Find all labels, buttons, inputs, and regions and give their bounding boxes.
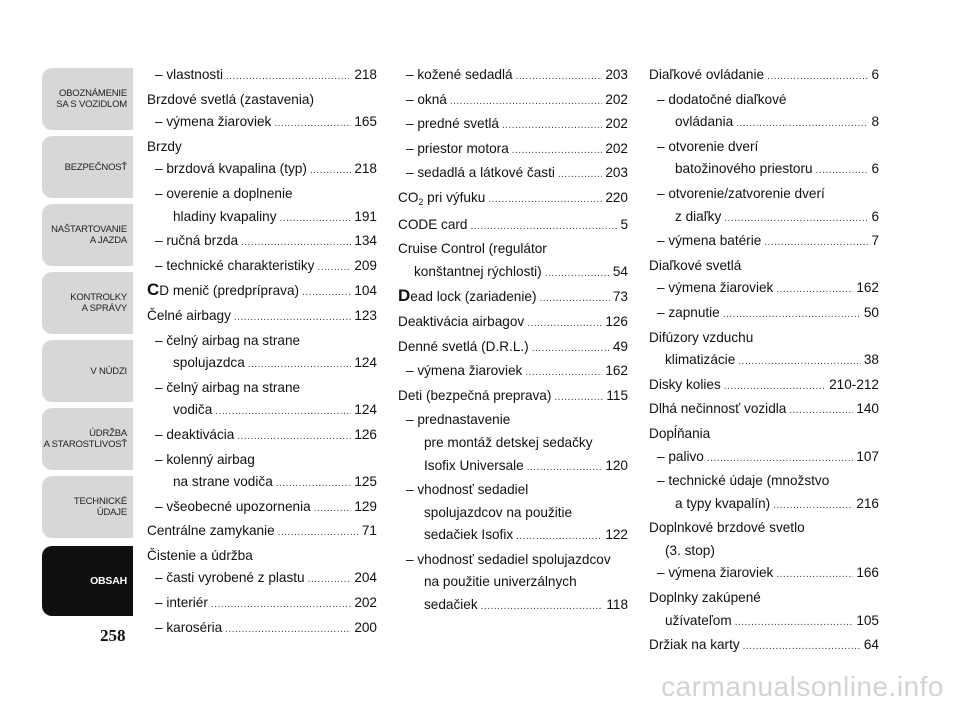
index-entry: – okná ..... 202 [398, 89, 628, 114]
index-entry-line: na použitie univerzálnych [424, 574, 577, 590]
index-column-2 [398, 64, 628, 619]
index-entry: – priestor motora ..... 202 [398, 138, 628, 163]
index-heading: Čistenie a údržba [147, 547, 253, 563]
tab-label: KONTROLKY A SPRÁVY [70, 292, 127, 314]
tab-label: OBOZNÁMENIE SA S VOZIDLOM [56, 88, 127, 110]
index-entry-line: – čelný airbag na strane [155, 379, 301, 395]
index-entry: – všeobecné upozornenia ..... 129 [147, 496, 377, 521]
index-entry: Centrálne zamykanie ..... 71 [147, 520, 377, 545]
letter-initial: D [398, 286, 411, 306]
index-entry-line: – otvorenie dverí [657, 138, 759, 154]
tab-label: TECHNICKÉ ÚDAJE [73, 496, 127, 518]
index-entry-line: – vhodnosť sedadiel [406, 482, 529, 498]
index-entry: CODE card ..... 5 [398, 214, 628, 239]
index-heading: Diaľkové svetlá [649, 257, 742, 273]
index-entry: Denné svetlá (D.R.L.) ..... 49 [398, 336, 628, 361]
tab-nastartovanie[interactable] [42, 204, 133, 266]
index-entry: CD menič (predpríprava) ..... 104 [147, 279, 377, 305]
index-entry: – výmena žiaroviek ..... 166 [649, 562, 879, 587]
index-entry: sedačiek Isofix ..... 122 [398, 524, 628, 549]
index-entry: – výmena žiaroviek ..... 162 [649, 277, 879, 302]
index-heading: Doplnky zakúpené [649, 590, 761, 606]
index-entry-line: – prednastavenie [406, 412, 511, 428]
index-entry: Diaľkové ovládanie ..... 6 [649, 64, 879, 89]
index-entry: Deti (bezpečná preprava) ..... 115 [398, 385, 628, 410]
index-entry: užívateľom ..... 105 [649, 610, 879, 635]
index-entry: a typy kvapalín) ..... 216 [649, 493, 879, 518]
tab-kontrolky[interactable] [42, 272, 133, 334]
index-entry: – časti vyrobené z plastu ..... 204 [147, 567, 377, 592]
index-entry: hladiny kvapaliny ..... 191 [147, 206, 377, 231]
index-entry: na strane vodiča ..... 125 [147, 471, 377, 496]
index-entry: sedačiek ..... 118 [398, 594, 628, 619]
index-entry: z diaľky ..... 6 [649, 206, 879, 231]
tab-technicke-udaje[interactable] [42, 476, 133, 538]
index-heading: Difúzory vzduchu [649, 329, 754, 345]
index-entry-line: Cruise Control (regulátor [398, 241, 547, 257]
index-entry-line: – overenie a doplnenie [155, 185, 293, 201]
index-entry: – kožené sedadlá ..... 203 [398, 64, 628, 89]
index-entry: ovládania ..... 8 [649, 111, 879, 136]
index-entry: – palivo ..... 107 [649, 446, 879, 471]
index-entry: batožinového priestoru ..... 6 [649, 158, 879, 183]
index-entry: – interiér ..... 202 [147, 592, 377, 617]
index-heading: Doplnkové brzdové svetlo [649, 520, 805, 536]
index-entry: Isofix Universale ..... 120 [398, 455, 628, 480]
index-entry: Disky kolies ..... 210-212 [649, 374, 879, 399]
index-entry: – vlastnosti ..... 218 [147, 64, 377, 89]
watermark: carmanualsonline.info [661, 671, 944, 702]
index-heading: Brzdy [147, 138, 182, 154]
index-entry: – zapnutie ..... 50 [649, 302, 879, 327]
tab-bezpecnost[interactable] [42, 136, 133, 198]
index-entry: $CO_2$ pri výfuku ..... 220 [398, 187, 628, 214]
index-entry: – deaktivácia ..... 126 [147, 424, 377, 449]
index-entry: – predné svetlá ..... 202 [398, 113, 628, 138]
index-entry: spolujazdca ..... 124 [147, 352, 377, 377]
tab-label: NAŠTARTOVANIE A JAZDA [51, 224, 127, 246]
index-entry-line: spolujazdcov na použitie [424, 504, 573, 520]
index-entry-line: – technické údaje (množstvo [657, 473, 830, 489]
index-entry: – technické charakteristiky ..... 209 [147, 255, 377, 280]
index-entry: Dlhá nečinnosť vozidla ..... 140 [649, 398, 879, 423]
index-entry: – brzdová kvapalina (typ) ..... 218 [147, 158, 377, 183]
index-heading-line: (3. stop) [665, 542, 715, 558]
index-entry-line: pre montáž detskej sedačky [424, 434, 593, 450]
index-entry: – výmena žiaroviek ..... 162 [398, 360, 628, 385]
index-entry-line: – vhodnosť sedadiel spolujazdcov [406, 551, 611, 567]
tab-v-nudzi[interactable] [42, 340, 133, 402]
index-entry: konštantnej rýchlosti) ..... 54 [398, 261, 628, 286]
index-entry-line: – otvorenie/zatvorenie dverí [657, 185, 825, 201]
index-entry: vodiča ..... 124 [147, 399, 377, 424]
index-entry: – karoséria ..... 200 [147, 617, 377, 642]
index-entry: – výmena žiaroviek ..... 165 [147, 111, 377, 136]
index-entry: Dead lock (zariadenie) ..... 73 [398, 285, 628, 311]
index-entry-line: – kolenný airbag [155, 451, 255, 467]
tab-label: BEZPEČNOSŤ [64, 161, 127, 173]
tab-label: ÚDRŽBA A STAROSTLIVOSŤ [43, 428, 127, 450]
index-column-3 [649, 64, 879, 659]
index-heading: Dopĺňania [649, 425, 711, 441]
index-entry-line: – dodatočné diaľkové [657, 91, 787, 107]
index-entry: Deaktivácia airbagov ..... 126 [398, 311, 628, 336]
page-number: 258 [100, 626, 126, 645]
index-entry: – sedadlá a látkové časti ..... 203 [398, 162, 628, 187]
index-column-1 [147, 64, 377, 641]
index-entry: Držiak na karty ..... 64 [649, 634, 879, 659]
index-entry: – výmena batérie ..... 7 [649, 230, 879, 255]
index-entry-line: – čelný airbag na strane [155, 332, 301, 348]
tab-udrzba[interactable] [42, 408, 133, 470]
tab-label: V NÚDZI [90, 365, 127, 377]
letter-initial: C [147, 280, 160, 300]
tab-label: OBSAH [90, 574, 127, 587]
tab-oboznamenie[interactable] [42, 68, 133, 130]
index-entry: klimatizácie ..... 38 [649, 349, 879, 374]
tab-obsah[interactable] [42, 546, 133, 616]
index-heading: Brzdové svetlá (zastavenia) [147, 91, 314, 107]
subscript: 2 [418, 196, 424, 207]
index-entry: – ručná brzda ..... 134 [147, 230, 377, 255]
index-entry: Čelné airbagy ..... 123 [147, 305, 377, 330]
